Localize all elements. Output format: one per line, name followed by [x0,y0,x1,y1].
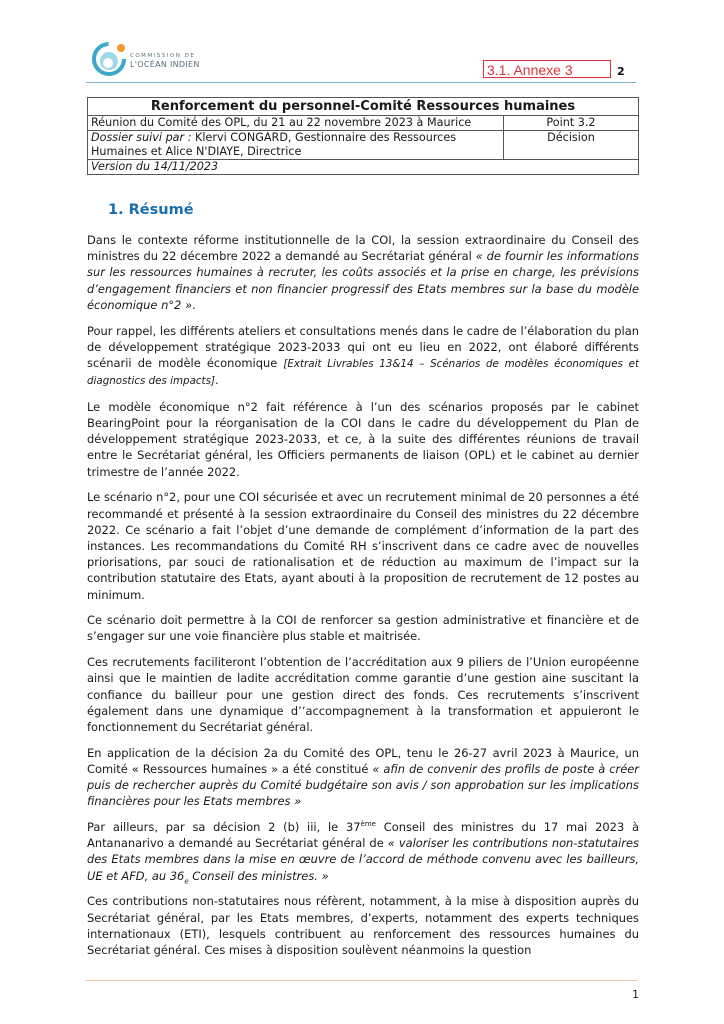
page-number: 1 [632,988,639,1001]
paragraph: Ces recrutements faciliteront l’obtention de l’accréditation aux 9 piliers de l’Union européenne ainsi que le maintien de ladite accréditation comme garantie d’une gestion aine suscitant la confiance du bailleur pour une gestion direct des fonds. Ces recrutements s’inscrivent également dans une dynamique d’’accompagnement à la transformation et appuieront le fonctionnement du Secrétariat général. [87,655,639,734]
followed-by-label: Dossier suivi par : [91,131,192,144]
paragraph-text: Pour rappel, les différents ateliers et consultations menés dans le cadre de l’élaboration du plan de développement stratégique 2023-2033 qui ont eu lieu en 2022, ont élaboré différents scénarii de modèle économique [87,323,639,370]
section-heading: 1. Résumé [108,202,194,218]
document-body [87,232,639,968]
paragraph: Le modèle économique n°2 fait référence à l’un des scénarios proposés par le cabinet BearingPoint pour la réorganisation de la COI dans le cadre du développement du Plan de développement stratégique 2023-2033, et ce, à la suite des différentes réunions de travail entre le Secrétariat général, les Officiers permanents de liaison (OPL) et le cabinet au dernier trimestre de l’année 2022. [87,399,639,479]
type-cell: Décision [504,131,639,160]
footer-divider [86,980,638,981]
paragraph [87,232,639,313]
meeting-cell: Réunion du Comité des OPL, du 21 au 22 novembre 2023 à Maurice [88,116,504,131]
followed-by-value: Klervi CONGARD, Gestionnaire des Ressources Humaines et Alice N'DIAYE, Directrice [91,131,457,158]
table-row [88,131,639,160]
header-divider [86,82,636,83]
quote-text: « afin de convenir des profils de poste à créer puis de rechercher auprès du Comité budgétaire son avis / son approbation sur les implications financières pour les Etats membres » [87,761,639,809]
document-title: Renforcement du personnel-Comité Ressources humaines [88,98,639,116]
paragraph [87,323,639,390]
paragraph-text: . [214,373,219,388]
paragraph-text: Par ailleurs, par sa décision 2 (b) iii, le 37 [87,820,361,834]
paragraph-text: Dans le contexte réforme institutionnelle de la COI, la session extraordinaire du Conseil des ministres du 22 décembre 2022 a demandé au Secrétariat général [87,233,639,264]
paragraph: Ces contributions non-statutaires nous réfèrent, notamment, à la mise à disposition auprès du Secrétariat général, par les Etats membres, d’experts, notamment des experts techniques internationaux (ETI), lesquels contribuent au renforcement des ressources humaines du Secrétariat général. Ces mises à disposition soulèvent néanmoins la question [87,894,639,957]
quote-text: Conseil des ministres. » [188,868,329,883]
table-row [88,98,639,116]
paragraph: Le scénario n°2, pour une COI sécurisée et avec un recrutement minimal de 20 personnes a été recommandé et présenté à la session extraordinaire du Conseil des ministres du 22 décembre 2022. Ce scénario a fait l’objet d’une demande de complément d’information de la part des instances. Les recommandations du Comité RH s’inscrivent dans ce cadre avec de nouvelles priorisations, par souci de rationalisation et de réduction au maximum de l’impact sur la contribution statutaire des Etats, ayant abouti à la proposition de recrutement de 12 postes au minimum. [87,490,639,602]
logo-line-2: L'OCÉAN INDIEN [130,60,200,69]
paragraph [87,819,639,884]
paragraph [87,745,639,810]
document-info-table [87,97,639,175]
table-row [88,160,639,175]
coi-logo-icon [92,40,128,76]
subscript: e [184,876,189,885]
followed-by-cell [88,131,504,160]
annex-label-box: 3.1. Annexe 3 [483,60,611,78]
reference-text: [Extrait Livrables 13&14 – Scénarios de modèles économiques et diagnostics des impacts] [87,357,639,388]
paragraph-text: En application de la décision 2a du Comité des OPL, tenu le 26-27 avril 2023 à Maurice, un Comité « Ressources humaines » a été constitué [87,745,639,776]
point-cell: Point 3.2 [504,116,639,131]
page-marker: 2 [617,65,625,78]
superscript: ème [360,820,376,829]
logo-text [130,52,200,69]
quote-text: « de fournir les informations sur les ressources humaines à recruter, les coûts associés et la prise en charge, les prévisions d’engagement financiers et non financier progressif des Etats membres sur la base du modèle économique n°2 » [87,249,639,312]
paragraph-text: . [192,297,196,312]
paragraph-text: Conseil des ministres du 17 mai 2023 à Antananarivo a demandé au Secrétariat général de [87,820,639,851]
paragraph: Ce scénario doit permettre à la COI de renforcer sa gestion administrative et financière et de s’engager sur une voie financière plus stable et maitrisée. [87,613,639,644]
logo-line-1: COMMISSION DE [130,53,196,59]
version-cell: Version du 14/11/2023 [88,160,639,175]
table-row [88,116,639,131]
quote-text: « valoriser les contributions non-statutaires des Etats membres dans la mise en œuvre de l’accord de méthode convenu avec les bailleurs, UE et AFD, au 36 [87,836,639,883]
